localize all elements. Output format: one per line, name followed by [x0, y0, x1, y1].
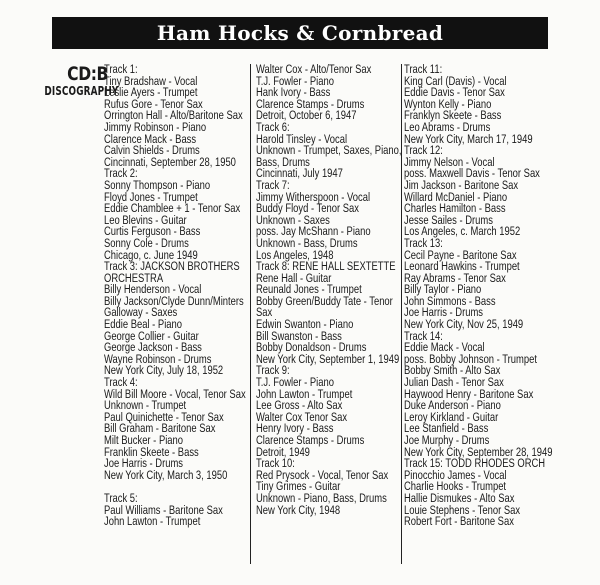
personnel-line: Clarence Mack - Bass	[104, 131, 197, 146]
personnel-line: Cincinnati, July 1947	[256, 166, 343, 181]
personnel-line: Sax	[256, 305, 273, 320]
personnel-line: Robert Fort - Baritone Sax	[404, 514, 514, 529]
personnel-line: Leonard Hawkins - Trumpet	[404, 259, 520, 274]
personnel-line: Milt Bucker - Piano	[104, 433, 184, 447]
personnel-line: Franklyn Skeete - Bass	[404, 108, 502, 123]
personnel-line: Sonny Cole - Drums	[104, 235, 189, 250]
personnel-line: T.J. Fowler - Piano	[256, 73, 334, 88]
personnel-line: New York City, September 28, 1949	[404, 444, 553, 459]
personnel-line: New York City, 1948	[256, 502, 341, 517]
track-heading: Track 11:	[404, 62, 443, 76]
personnel-line: Red Prysock - Vocal, Tenor Sax	[256, 467, 389, 482]
discography-heading: DISCOGRAPHY	[44, 84, 119, 98]
personnel-line: Lee Stanfield - Bass	[404, 421, 489, 436]
personnel-line: Eddie Chamblee + 1 - Tenor Sax	[104, 201, 241, 216]
personnel-line: Jimmy Nelson - Vocal	[404, 154, 495, 169]
personnel-line: T.J. Fowler - Piano	[256, 375, 334, 390]
track-heading: Track 2:	[104, 166, 138, 181]
personnel-line: Hank Ivory - Bass	[256, 85, 331, 100]
personnel-line: Wynton Kelly - Piano	[404, 96, 492, 111]
track-block	[256, 119, 402, 181]
personnel-line: Bobby Smith - Alto Sax	[404, 363, 501, 378]
personnel-line: New York City, March 17, 1949	[404, 131, 533, 146]
personnel-line: Chicago, c. June 1949	[104, 247, 198, 262]
personnel-line: Cecil Payne - Baritone Sax	[404, 247, 517, 262]
track-block	[256, 177, 401, 262]
personnel-line: Haywood Henry - Baritone Sax	[404, 386, 534, 401]
track-block	[404, 64, 554, 145]
track-heading: Track 1:	[104, 62, 138, 76]
track-block	[104, 64, 250, 168]
personnel-line: Orrington Hall - Alto/Baritone Sax	[104, 108, 243, 123]
personnel-line: Galloway - Saxes	[104, 305, 178, 320]
personnel-line: Detroit, 1949	[256, 444, 310, 459]
track-block	[256, 365, 401, 458]
personnel-line: Track 5:	[104, 490, 138, 505]
discography-column-2	[256, 64, 401, 516]
personnel-line: Bill Graham - Baritone Sax	[104, 421, 216, 436]
personnel-line: Los Angeles, c. March 1952	[404, 224, 521, 239]
personnel-line: Floyd Jones - Trumpet	[104, 189, 198, 204]
track-block	[256, 458, 401, 516]
personnel-line: Billy Henderson - Vocal	[104, 282, 202, 297]
personnel-line: Bass, Drums	[256, 154, 310, 169]
personnel-line: Joe Harris - Drums	[404, 305, 484, 320]
personnel-line: Eddie Mack - Vocal	[404, 340, 485, 355]
personnel-line: Leo Abrams - Drums	[404, 119, 491, 134]
track-heading: Track 3: JACKSON BROTHERS	[104, 259, 240, 274]
personnel-line: Ray Abrams - Tenor Sax	[404, 270, 506, 285]
personnel-line: Charlie Hooks - Trumpet	[404, 479, 507, 494]
personnel-line: Bill Swanston - Bass	[256, 328, 342, 343]
personnel-line: Sonny Thompson - Piano	[104, 177, 211, 192]
personnel-line: Joe Harris - Drums	[104, 456, 184, 471]
personnel-line: George Jackson - Bass	[104, 340, 202, 355]
personnel-line: King Carl (Davis) - Vocal	[404, 73, 507, 88]
personnel-line: Curtis Ferguson - Bass	[104, 224, 201, 239]
track-heading: Track 6:	[256, 119, 290, 134]
personnel-line: Louie Stephens - Tenor Sax	[404, 502, 521, 517]
track-heading: Track 7:	[256, 177, 290, 192]
track-heading: Track 10:	[256, 456, 295, 471]
personnel-line: Walter Cox - Alto/Tenor Sax	[256, 62, 372, 76]
personnel-line: Detroit, October 6, 1947	[256, 108, 357, 123]
personnel-line: Paul Quinichette - Tenor Sax	[104, 409, 224, 424]
discography-column-3	[404, 64, 554, 528]
personnel-line: Unknown - Piano, Bass, Drums	[256, 490, 387, 505]
personnel-line: Harold Tinsley - Vocal	[256, 131, 348, 146]
track-heading: Track 13:	[404, 235, 443, 250]
track-block	[104, 377, 250, 481]
personnel-line: Los Angeles, 1948	[256, 247, 334, 262]
personnel-line: poss. Jay McShann - Piano	[256, 224, 371, 239]
track-block	[404, 328, 554, 459]
personnel-line: Unknown - Trumpet, Saxes, Piano,	[256, 143, 402, 158]
personnel-line: John Lawton - Trumpet	[104, 514, 201, 529]
personnel-line: Cincinnati, September 28, 1950	[104, 154, 236, 169]
personnel-line: Reunald Jones - Trumpet	[256, 282, 362, 297]
discography-column-1	[104, 64, 250, 528]
personnel-line: Walter Cox Tenor Sax	[256, 409, 348, 424]
personnel-line: Wayne Robinson - Drums	[104, 351, 212, 366]
personnel-line: Hallie Dismukes - Alto Sax	[404, 490, 515, 505]
personnel-line: George Collier - Guitar	[104, 328, 199, 343]
personnel-line: Billy Jackson/Clyde Dunn/Minters	[104, 293, 244, 308]
personnel-line: Eddie Davis - Tenor Sax	[404, 85, 505, 100]
personnel-line: New York City, July 18, 1952	[104, 363, 224, 378]
track-block	[404, 235, 554, 332]
track-block	[104, 481, 250, 527]
personnel-line: John Lawton - Trumpet	[256, 386, 353, 401]
personnel-line: Bobby Donaldson - Drums	[256, 340, 367, 355]
personnel-line: Jesse Sailes - Drums	[404, 212, 493, 227]
track-block	[256, 261, 401, 365]
personnel-line: Jimmy Robinson - Piano	[104, 119, 207, 134]
personnel-line: Unknown - Saxes	[256, 212, 330, 227]
personnel-line: Jim Jackson - Baritone Sax	[404, 177, 519, 192]
personnel-line: Eddie Beal - Piano	[104, 317, 183, 332]
personnel-line: Paul Williams - Baritone Sax	[104, 502, 223, 517]
personnel-line: Henry Ivory - Bass	[256, 421, 334, 436]
cd-code: CD:B	[67, 63, 108, 85]
personnel-line: Rene Hall - Guitar	[256, 270, 332, 285]
personnel-line: poss. Maxwell Davis - Tenor Sax	[404, 166, 540, 181]
track-heading: Track 12:	[404, 143, 443, 158]
title-banner	[52, 17, 548, 49]
personnel-line: John Simmons - Bass	[404, 293, 496, 308]
personnel-line: Jimmy Witherspoon - Vocal	[256, 189, 371, 204]
track-block	[256, 64, 401, 122]
personnel-line: Lee Gross - Alto Sax	[256, 398, 343, 413]
personnel-line: Leslie Ayers - Trumpet	[104, 85, 198, 100]
track-heading: Track 14:	[404, 328, 443, 343]
track-block	[104, 168, 250, 261]
personnel-line: ORCHESTRA	[104, 270, 164, 285]
personnel-line: Duke Anderson - Piano	[404, 398, 501, 413]
personnel-line: Unknown - Bass, Drums	[256, 235, 358, 250]
personnel-line: Wild Bill Moore - Vocal, Tenor Sax	[104, 386, 246, 401]
personnel-line: Unknown - Trumpet	[104, 398, 187, 413]
track-heading: Track 8: RENE HALL SEXTETTE	[256, 259, 396, 274]
personnel-line: Rufus Gore - Tenor Sax	[104, 96, 203, 111]
personnel-line: Bobby Green/Buddy Tate - Tenor	[256, 293, 393, 308]
personnel-line: Franklin Skeete - Bass	[104, 444, 199, 459]
personnel-line: Leo Blevins - Guitar	[104, 212, 187, 227]
track-block	[104, 261, 250, 377]
track-heading: Track 9:	[256, 363, 290, 378]
personnel-line: Julian Dash - Tenor Sax	[404, 375, 504, 390]
personnel-line: Pinocchio James - Vocal	[404, 467, 507, 482]
personnel-line: Joe Murphy - Drums	[404, 433, 490, 447]
track-heading: Track 4:	[104, 375, 138, 390]
page-title: Ham Hocks & Cornbread	[156, 21, 444, 45]
personnel-line: Leroy Kirkland - Guitar	[404, 409, 499, 424]
personnel-line: Tiny Grimes - Guitar	[256, 479, 341, 494]
personnel-line: Billy Taylor - Piano	[404, 282, 482, 297]
personnel-line: New York City, Nov 25, 1949	[404, 317, 524, 332]
personnel-line: Clarence Stamps - Drums	[256, 433, 365, 447]
personnel-line: New York City, September 1, 1949	[256, 351, 400, 366]
personnel-line: Edwin Swanton - Piano	[256, 317, 354, 332]
personnel-line: Charles Hamilton - Bass	[404, 201, 506, 216]
personnel-line: poss. Bobby Johnson - Trumpet	[404, 351, 537, 366]
cd-label	[22, 63, 119, 98]
track-block	[404, 145, 554, 238]
personnel-line: New York City, March 3, 1950	[104, 467, 228, 482]
personnel-line: Tiny Bradshaw - Vocal	[104, 73, 198, 88]
track-heading: Track 15: TODD RHODES ORCH	[404, 456, 546, 471]
personnel-line: Calvin Shields - Drums	[104, 143, 200, 158]
track-block	[404, 458, 554, 528]
personnel-line: Willard McDaniel - Piano	[404, 189, 508, 204]
personnel-line: Clarence Stamps - Drums	[256, 96, 365, 111]
personnel-line: Buddy Floyd - Tenor Sax	[256, 201, 359, 216]
